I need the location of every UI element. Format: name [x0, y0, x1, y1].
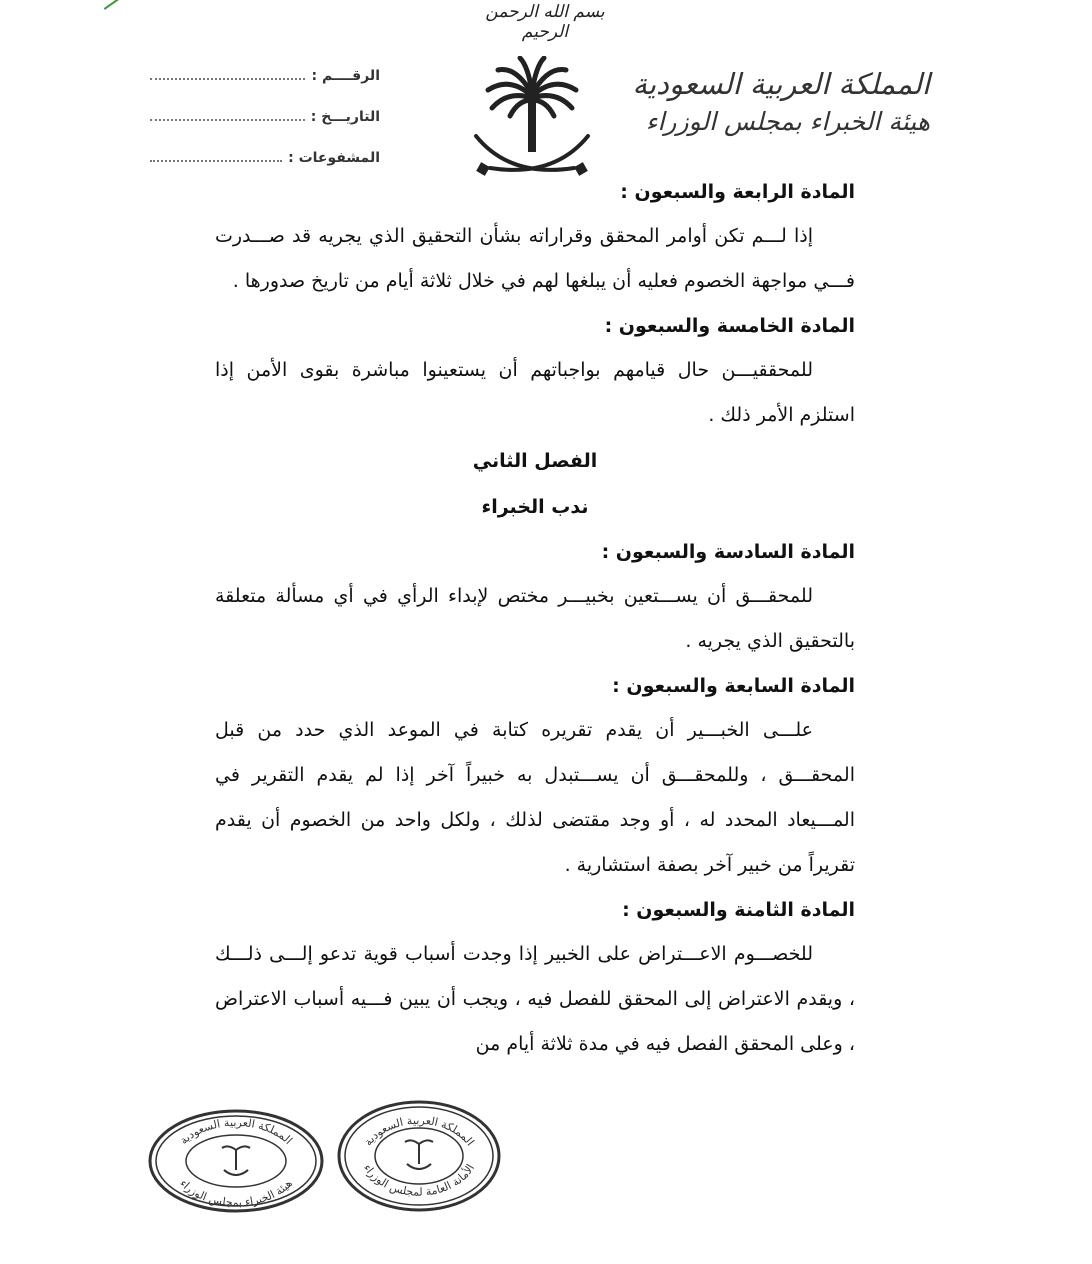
date-label: التاريـــخ :	[310, 109, 380, 125]
letterhead-agency: هيئة الخبراء بمجلس الوزراء	[645, 107, 930, 136]
date-field	[150, 107, 380, 148]
number-dots	[150, 66, 305, 80]
number-field	[150, 66, 380, 107]
article-text: للمحقـــق أن يســـتعين بخبيـــر مختص لإبداء الرأي في أي مسألة متعلقة بالتحقيق الذي يجريه .	[215, 585, 855, 652]
svg-text:المملكة العربية السعودية: المملكة العربية السعودية	[361, 1113, 477, 1149]
article-text: للمحققيـــن حال قيامهم بواجباتهم أن يستعينوا مباشرة بقوى الأمن إذا استلزم الأمر ذلك .	[215, 359, 855, 426]
attachments-dots	[150, 148, 282, 162]
article-heading: المادة السادسة والسبعون :	[601, 541, 855, 563]
article-heading: المادة الثامنة والسبعون :	[622, 899, 855, 921]
experts-commission-stamp	[146, 1106, 326, 1216]
attachments-label: المشفوعات :	[288, 150, 380, 166]
article-heading: المادة السابعة والسبعون :	[612, 675, 855, 697]
article-heading: المادة الخامسة والسبعون :	[604, 315, 855, 337]
article-text: إذا لـــم تكن أوامر المحقق وقراراته بشأن التحقيق الذي يجريه قد صـــدرت فـــي مواجهة الخصوم فعليه أن يبلغها لهم في خلال ثلاثة أيام من تاريخ صدورها .	[215, 225, 855, 292]
general-secretariat-stamp	[336, 1098, 502, 1214]
corner-mark	[98, 0, 120, 10]
article-text: علـــى الخبـــير أن يقدم تقريره كتابة في الموعد الذي حدد من قبل المحقـــق ، وللمحقـــق أن يســـتبدل به خبيراً آخر إذا لم يقدم التقرير في المـــيعاد المحدد له ، أو وجد مقتضى لذلك ، ولكل واحد من الخصوم أن يقدم تقريراً من خبير آخر بصفة استشارية .	[215, 719, 855, 876]
palm-swords-emblem	[470, 56, 594, 186]
chapter-title: الفصل الثاني	[472, 450, 598, 472]
date-dots	[150, 107, 305, 121]
letterhead-country: المملكة العربية السعودية	[632, 67, 930, 101]
chapter-subtitle: ندب الخبراء	[481, 496, 589, 518]
svg-text:المملكة العربية السعودية: المملكة العربية السعودية	[177, 1115, 295, 1147]
letterhead	[630, 64, 930, 140]
article-heading: المادة الرابعة والسبعون :	[620, 181, 855, 203]
svg-text:هيئة الخبراء بمجلس الوزراء: هيئة الخبراء بمجلس الوزراء	[177, 1176, 295, 1210]
document-body	[215, 170, 855, 1067]
article-text: للخصـــوم الاعـــتراض على الخبير إذا وجدت أسباب قوية تدعو إلـــى ذلـــك ، ويقدم الاعتراض إلى المحقق للفصل فيه ، ويجب أن يبين فـــيه أسباب الاعتراض ، وعلى المحقق الفصل فيه في مدة ثلاثة أيام من	[215, 943, 855, 1055]
svg-text:الأمانة العامة لمجلس الوزراء: الأمانة العامة لمجلس الوزراء	[360, 1161, 478, 1199]
number-label: الرقــــم :	[311, 68, 380, 84]
basmala: بسم الله الرحمن الرحيم	[485, 2, 605, 42]
